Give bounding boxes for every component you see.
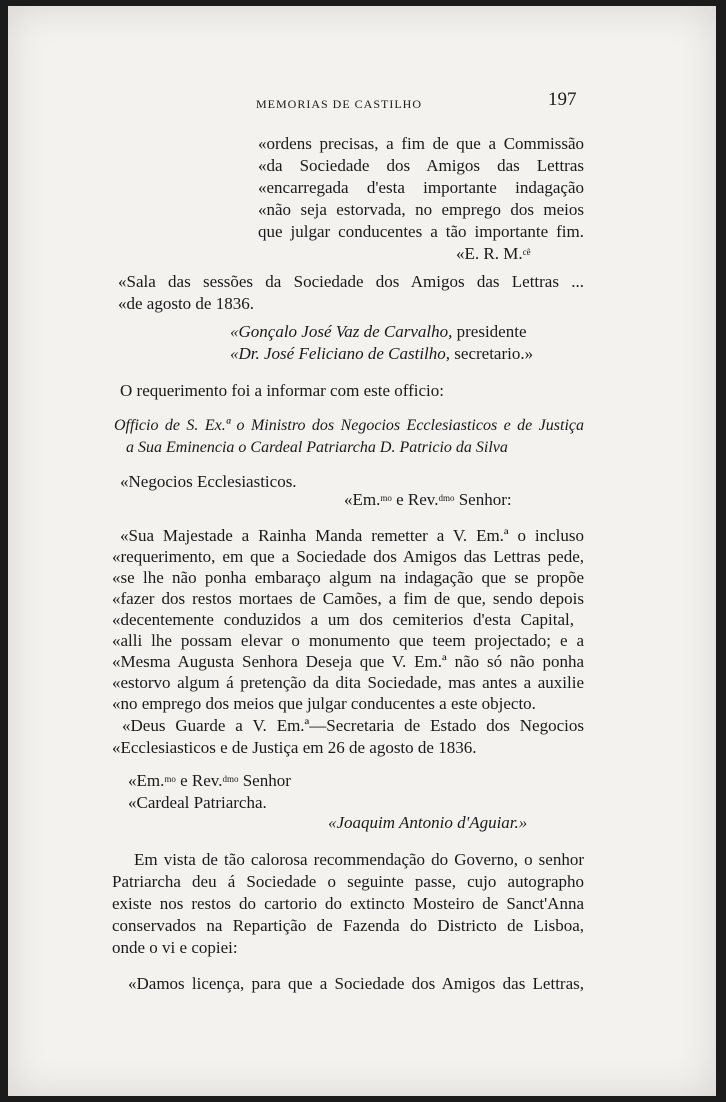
text-line: «Sua Majestade a Rainha Manda remetter a V. Em.ª o incluso xyxy=(120,526,584,545)
text-line: «se lhe não ponha embaraço algum na indagação que se propõe xyxy=(112,568,584,587)
text-line: «Sala das sessões da Sociedade dos Amigos das Lettras ... xyxy=(118,272,584,291)
text-line: Patriarcha deu á Sociedade o seguinte passe, cujo autographo xyxy=(112,872,584,891)
text-line: «no emprego dos meios que julgar conducentes a este objecto. xyxy=(112,694,536,713)
salutation: «Em.$^{mo}$ e Rev.$^{dmo}$ Senhor: xyxy=(344,490,512,509)
signature-line: «Gonçalo José Vaz de Carvalho, presidente xyxy=(230,322,527,341)
text-line: «ordens precisas, a fim de que a Commissão xyxy=(258,134,584,153)
signature-line: «Dr. José Feliciano de Castilho, secretario.» xyxy=(230,344,534,363)
signature-line: «Joaquim Antonio d'Aguiar.» xyxy=(328,813,528,832)
text-line: «requerimento, em que a Sociedade dos Amigos das Lettras pede, xyxy=(112,547,584,566)
book-page xyxy=(8,6,716,1096)
closing-line: «Cardeal Patriarcha. xyxy=(128,793,267,812)
text-line: «decentemente conduzidos a um dos cemiterios d'esta Capital, xyxy=(112,610,574,629)
text-line: existe nos restos do cartorio do extincto Mosteiro de Sanct'Anna xyxy=(112,894,584,913)
text-line: «Negocios Ecclesiasticos. xyxy=(120,472,297,491)
text-line: que julgar conducentes a tão importante fim. xyxy=(258,222,584,241)
text-line: conservados na Repartição de Fazenda do Districto de Lisboa, xyxy=(112,916,584,935)
running-title: MEMORIAS DE CASTILHO xyxy=(256,97,423,111)
text-line: «fazer dos restos mortaes de Camões, a fim de que, sendo depois xyxy=(112,589,584,608)
text-line: onde o vi e copiei: xyxy=(112,938,238,957)
officio-title: a Sua Eminencia o Cardeal Patriarcha D. Patricio da Silva xyxy=(126,439,508,456)
page-number: 197 xyxy=(548,89,577,110)
text-line: «não seja estorvada, no emprego dos meios xyxy=(258,200,584,219)
text-line: «encarregada d'esta importante indagação xyxy=(258,178,584,197)
text-line: «alli lhe possam elevar o monumento que teem projectado; e a xyxy=(112,631,584,650)
text-line: «Ecclesiasticos e de Justiça em 26 de agosto de 1836. xyxy=(112,738,477,757)
text-line: «Mesma Augusta Senhora Deseja que V. Em.ª não só não ponha xyxy=(112,652,584,671)
officio-title: Officio de S. Ex.ª o Ministro dos Negocios Ecclesiasticos e de Justiça xyxy=(114,417,584,434)
text-line: «estorvo algum á pretenção da dita Sociedade, mas antes a auxilie xyxy=(112,673,584,692)
text-line: «Deus Guarde a V. Em.ª—Secretaria de Estado dos Negocios xyxy=(122,716,584,735)
text-line: O requerimento foi a informar com este officio: xyxy=(120,381,444,400)
text-line: Em vista de tão calorosa recommendação do Governo, o senhor xyxy=(134,850,584,869)
text-line: «de agosto de 1836. xyxy=(118,294,254,313)
text-line: «da Sociedade dos Amigos das Lettras xyxy=(258,156,584,175)
text-line: «Damos licença, para que a Sociedade dos Amigos das Lettras, xyxy=(128,974,584,993)
closing-abbrev: «E. R. M.$^{cê}$ xyxy=(456,244,531,263)
closing-line: «Em.$^{mo}$ e Rev.$^{dmo}$ Senhor xyxy=(128,771,291,790)
